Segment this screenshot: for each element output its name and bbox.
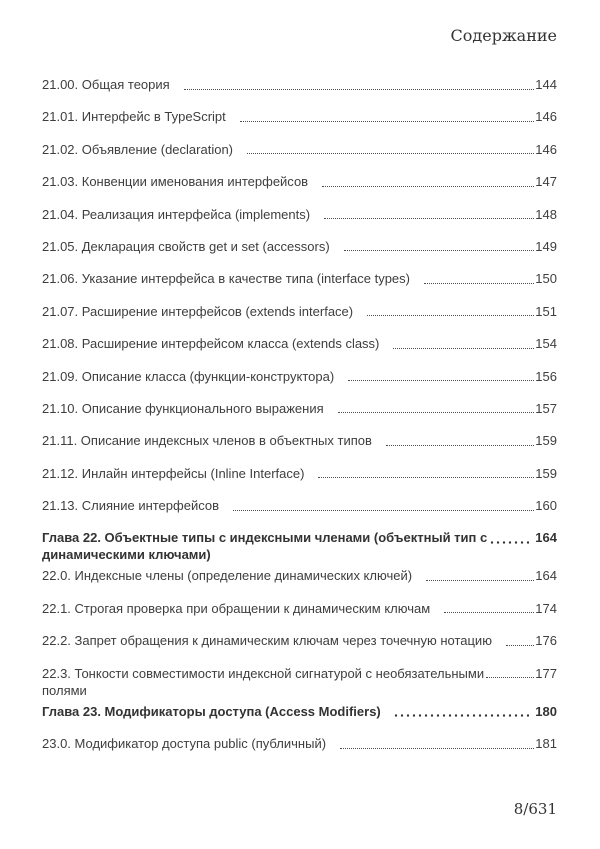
dot-leader (247, 153, 534, 154)
dot-leader (393, 348, 534, 349)
toc-entry-page: 160 (535, 498, 557, 514)
dot-leader (489, 541, 529, 544)
toc-entry-page: 147 (535, 174, 557, 190)
toc-entry-title: 21.13. Слияние интерфейсов (42, 498, 219, 514)
toc-entry (42, 497, 557, 514)
toc-entry (42, 632, 557, 649)
toc-entry-title: 21.07. Расширение интерфейсов (extends interface) (42, 303, 354, 319)
toc-entry-title-line2: полями (42, 682, 87, 698)
toc-entry-page: 146 (535, 109, 557, 125)
dot-leader (367, 315, 534, 316)
toc-entry (42, 703, 557, 720)
page-header-title: Содержание (450, 26, 557, 45)
dot-leader (348, 380, 534, 381)
toc-entry (42, 76, 557, 93)
toc-entry-title: 22.3. Тонкости совместимости индексной сигнатурой с необязательными (42, 665, 485, 681)
dot-leader (426, 580, 534, 581)
dot-leader (340, 748, 534, 749)
toc-entry-page: 174 (535, 600, 557, 616)
dot-leader (324, 218, 534, 219)
toc-entry (42, 368, 557, 385)
toc-entry (42, 173, 557, 190)
toc-entry-title-line2: динамическими ключами) (42, 547, 211, 563)
toc-entry-page: 148 (535, 206, 557, 222)
toc-entry-page: 149 (535, 238, 557, 254)
dot-leader (444, 612, 534, 613)
toc-entry (42, 238, 557, 255)
toc-entry-page: 146 (535, 141, 557, 157)
toc-entry-page: 151 (535, 303, 557, 319)
toc-entry-title: 21.09. Описание класса (функции-конструктора) (42, 368, 335, 384)
toc-entry-title: 21.12. Инлайн интерфейсы (Inline Interface) (42, 465, 305, 481)
toc-entry (42, 335, 557, 352)
toc-entry-title: 22.1. Строгая проверка при обращении к динамическим ключам (42, 600, 431, 616)
toc-entry-page: 176 (535, 633, 557, 649)
toc-entry-title: Глава 22. Объектные типы с индексными членами (объектный тип с (42, 530, 488, 546)
dot-leader (486, 677, 534, 678)
toc-entry-page: 159 (535, 433, 557, 449)
dot-leader (344, 250, 535, 251)
toc-entry (42, 206, 557, 223)
toc-entry (42, 567, 557, 584)
toc-entry-title: 21.06. Указание интерфейса в качестве типа (interface types) (42, 271, 410, 287)
dot-leader (424, 283, 534, 284)
toc-entry-page: 156 (535, 368, 557, 384)
toc-entry-title: 21.02. Объявление (declaration) (42, 141, 234, 157)
toc-entry-title: 21.11. Описание индексных членов в объектных типов (42, 433, 372, 449)
toc-entry-title: 21.00. Общая теория (42, 77, 170, 92)
toc-entry-title: 21.08. Расширение интерфейсом класса (extends class) (42, 336, 380, 352)
toc-entry (42, 600, 557, 617)
dot-leader (318, 477, 534, 478)
toc-entry-title: 21.05. Декларация свойств get и set (accessors) (42, 238, 330, 254)
toc-entry (42, 303, 557, 320)
toc-entry-page: 177 (535, 665, 557, 681)
toc-entry-title: 21.01. Интерфейс в TypeScript (42, 109, 226, 125)
toc-entry-page: 164 (535, 568, 557, 584)
toc-entry (42, 432, 557, 449)
dot-leader (240, 121, 535, 122)
toc-entry (42, 270, 557, 287)
toc-entry-title: 21.03. Конвенции именования интерфейсов (42, 174, 309, 190)
toc-entry-page: 159 (535, 465, 557, 481)
toc-entry (42, 141, 557, 158)
toc-entry-page: 157 (535, 400, 557, 416)
toc-entry (42, 108, 557, 125)
toc-list (42, 76, 557, 767)
dot-leader (338, 412, 535, 413)
dot-leader (233, 510, 534, 511)
dot-leader (386, 445, 534, 446)
toc-entry-title: 22.2. Запрет обращения к динамическим ключам через точечную нотацию (42, 633, 492, 649)
toc-entry-page: 144 (535, 77, 557, 92)
toc-entry-page: 181 (535, 736, 557, 752)
dot-leader (393, 714, 530, 717)
toc-entry (42, 400, 557, 417)
toc-entry-page: 150 (535, 271, 557, 287)
toc-entry-title: 22.0. Индексные члены (определение динамических ключей) (42, 568, 413, 584)
toc-entry (42, 529, 557, 563)
toc-entry-title: 21.04. Реализация интерфейса (implements) (42, 206, 311, 222)
toc-entry-title: 21.10. Описание функционального выражения (42, 400, 324, 416)
toc-entry (42, 735, 557, 752)
toc-entry (42, 665, 557, 699)
dot-leader (322, 186, 534, 187)
page-number-indicator: 8/631 (513, 800, 557, 818)
toc-entry-title: 23.0. Модификатор доступа public (публичный) (42, 736, 327, 752)
toc-entry-title: Глава 23. Модификаторы доступа (Access Modifiers) (42, 703, 381, 719)
dot-leader (184, 89, 535, 90)
toc-entry-page: 180 (535, 703, 557, 719)
toc-entry-page: 154 (535, 336, 557, 352)
toc-entry-page: 164 (535, 530, 557, 546)
toc-entry (42, 465, 557, 482)
dot-leader (506, 645, 534, 646)
